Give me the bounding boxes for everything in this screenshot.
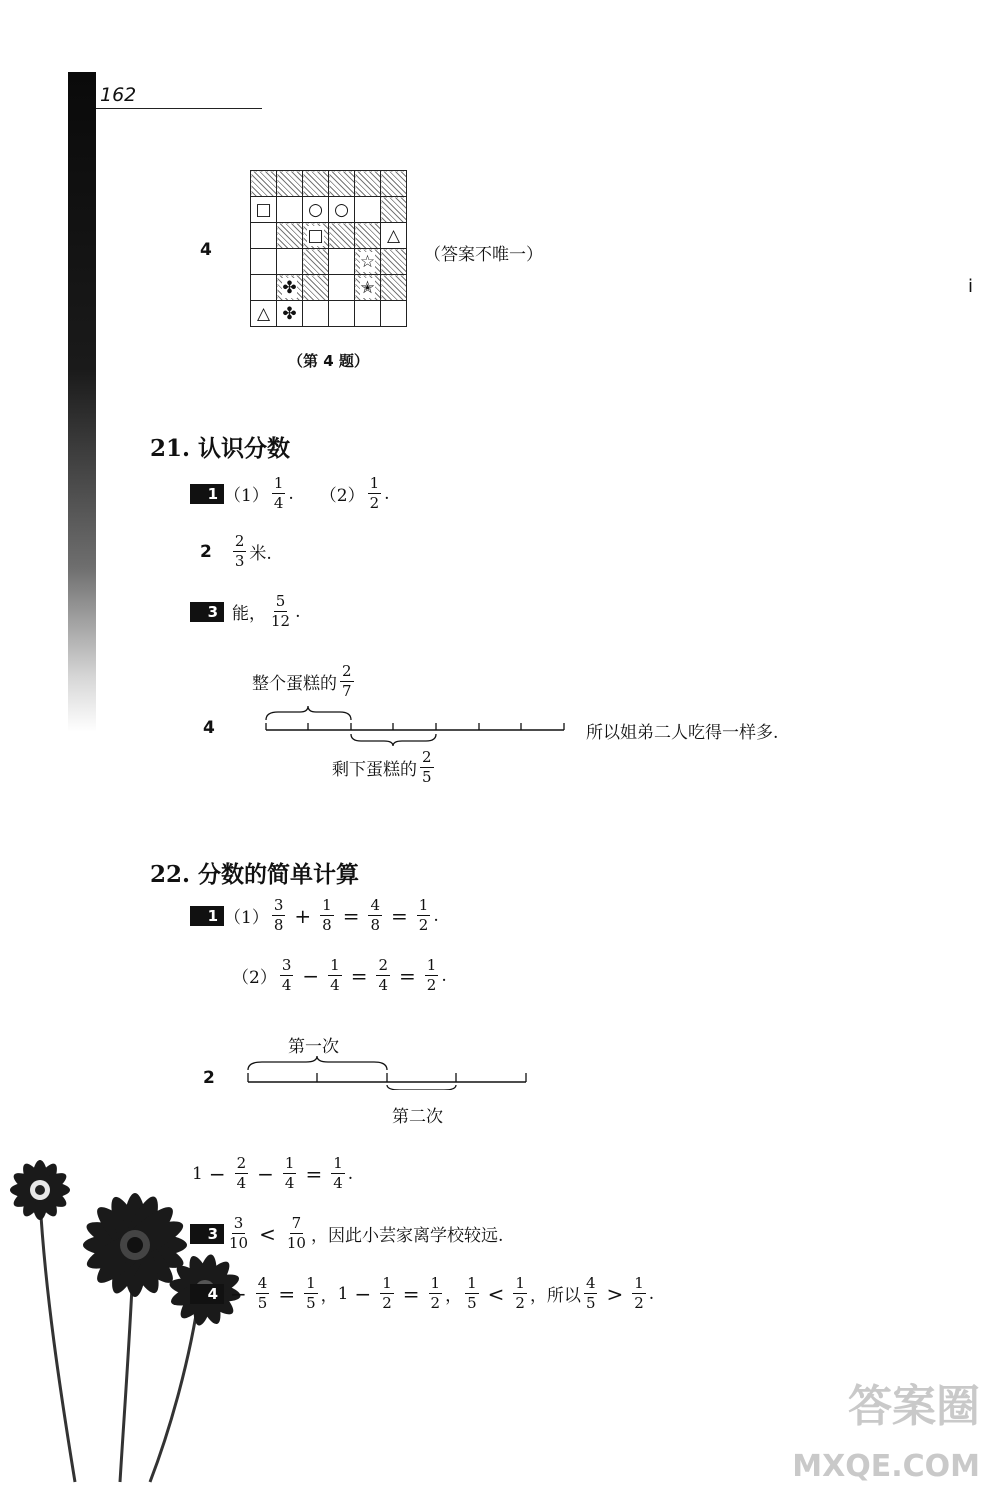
grid-cell (303, 197, 329, 223)
minus-sign: − (354, 1281, 372, 1306)
grid-row (251, 249, 407, 275)
q-badge: 3 (190, 1224, 224, 1244)
q-number: 2 (203, 1068, 215, 1088)
grid-cell (329, 197, 355, 223)
equals-sign: = (350, 963, 368, 988)
fraction (331, 1156, 345, 1191)
grid-caption: （第 4 题） (288, 352, 369, 370)
grid-cell (303, 275, 329, 301)
grid-cell (355, 249, 381, 275)
grid-cell (329, 275, 355, 301)
label: 剩下蛋糕的 (332, 760, 417, 780)
first-label: 第一次 (288, 1037, 339, 1057)
grid-cell (329, 223, 355, 249)
fraction (340, 664, 354, 699)
fraction (227, 1216, 250, 1251)
fraction-numerator: 4 (585, 1274, 596, 1292)
fraction (420, 750, 434, 785)
period: . (648, 1283, 655, 1304)
page-number: 162 (100, 84, 137, 106)
fraction-numerator: 2 (342, 662, 352, 680)
grid-symbol: ○ (308, 200, 323, 220)
fraction (233, 534, 247, 569)
q-badge: 3 (190, 602, 224, 622)
answer-text: ，因此小芸家离学校较远. (310, 1226, 504, 1246)
fraction-denominator: 4 (273, 494, 284, 512)
fraction-denominator: 8 (273, 916, 284, 934)
flower-illustration (0, 1150, 280, 1492)
fraction (280, 958, 294, 993)
minus-sign: − (302, 963, 320, 988)
fraction-denominator: 5 (257, 1294, 268, 1312)
less-than-sign: < (259, 1221, 276, 1246)
grid-cell (381, 171, 407, 197)
fraction-denominator: 5 (585, 1294, 596, 1312)
grid-cell (303, 249, 329, 275)
fraction-numerator: 1 (330, 956, 340, 974)
fraction-numerator: 4 (257, 1274, 268, 1292)
fraction-denominator: 3 (234, 552, 245, 570)
fraction-numerator: 4 (370, 896, 380, 914)
symbol-grid (250, 170, 407, 327)
fraction-numerator: 1 (634, 1274, 644, 1292)
fraction-denominator: 10 (286, 1234, 306, 1252)
fraction-numerator: 1 (306, 1274, 316, 1292)
grid-cell (277, 171, 303, 197)
grid-cell (355, 171, 381, 197)
grid-cell (303, 301, 329, 327)
grid-cell (381, 275, 407, 301)
fraction-numerator: 2 (236, 1154, 247, 1172)
grid-cell (381, 301, 407, 327)
grid-row (251, 301, 407, 327)
equals-sign: = (305, 1161, 323, 1186)
sec22-q4 (190, 1276, 654, 1311)
less-than-sign: < (487, 1281, 505, 1306)
grid-symbol: ✤ (282, 304, 297, 324)
fraction-numerator: 1 (369, 474, 380, 492)
fraction-numerator: 3 (233, 1214, 244, 1232)
fraction-denominator: 2 (418, 916, 429, 934)
fraction (256, 1276, 270, 1311)
fraction-numerator: 3 (281, 956, 292, 974)
grid-cell (329, 249, 355, 275)
fraction-denominator: 2 (369, 494, 380, 512)
grid-symbol: ✭ (360, 278, 375, 298)
side-mark: i (968, 276, 974, 297)
fraction-numerator: 5 (275, 592, 286, 610)
sidebar-bar (68, 72, 96, 732)
fraction-denominator: 4 (330, 976, 340, 994)
fraction (304, 1276, 318, 1311)
fraction-denominator: 2 (426, 976, 437, 994)
fraction-denominator: 5 (306, 1294, 316, 1312)
grid-cell (303, 171, 329, 197)
greater-than-sign: > (606, 1281, 624, 1306)
q-number: 4 (203, 718, 215, 738)
fraction-numerator: 1 (515, 1274, 525, 1292)
period: . (347, 1163, 354, 1184)
grid-cell (355, 301, 381, 327)
cake-segment-diagram (258, 706, 570, 746)
grid-symbol: ☆ (359, 252, 376, 272)
fraction-numerator: 1 (284, 1154, 295, 1172)
separator: ， (320, 1286, 338, 1306)
minus-sign: − (208, 1161, 226, 1186)
top-diagram-label (252, 664, 357, 699)
label: （1） (224, 908, 269, 928)
label: 整个蛋糕的 (252, 674, 337, 694)
fraction (269, 594, 292, 629)
period: . (384, 483, 390, 504)
unit: 米. (249, 544, 272, 564)
fraction (368, 476, 382, 511)
bottom-diagram-label (332, 750, 437, 785)
fraction-numerator: 1 (273, 474, 284, 492)
period: . (441, 965, 447, 986)
one: 1 (192, 1163, 203, 1184)
q-badge: 1 (190, 484, 224, 504)
fraction-numerator: 2 (378, 956, 388, 974)
fraction (632, 1276, 646, 1311)
grid-cell (251, 249, 277, 275)
fraction-denominator: 8 (322, 916, 332, 934)
period: . (288, 483, 294, 504)
grid-symbol: □ (255, 200, 272, 220)
fraction (425, 958, 439, 993)
fraction (272, 476, 286, 511)
fraction-denominator: 4 (236, 1174, 247, 1192)
watermark-url: MXQE.COM (792, 1449, 980, 1484)
grid-row (251, 171, 407, 197)
sec22-q1-a (190, 898, 439, 933)
grid-note: （答案不唯一） (424, 245, 543, 265)
fraction (465, 1276, 479, 1311)
sec21-q1 (190, 476, 390, 511)
grid-row (251, 275, 407, 301)
grid-symbol: ✤ (282, 278, 297, 298)
fraction-numerator: 2 (422, 748, 432, 766)
equals-sign: = (391, 903, 408, 928)
header-rule (96, 108, 262, 109)
plus-sign: + (294, 903, 312, 928)
label: （2） (319, 486, 365, 506)
fraction-denominator: 4 (281, 976, 292, 994)
sec21-q3 (190, 594, 301, 629)
grid-cell (277, 301, 303, 327)
fraction-numerator: 1 (333, 1154, 343, 1172)
fraction (376, 958, 390, 993)
fraction (429, 1276, 443, 1311)
grid-symbol: □ (307, 226, 324, 246)
fraction-denominator: 8 (370, 916, 380, 934)
fraction-denominator: 5 (422, 768, 432, 786)
fraction-denominator: 10 (229, 1234, 249, 1252)
q4-conclusion: 所以姐弟二人吃得一样多. (586, 723, 779, 743)
grid-cell (251, 223, 277, 249)
fraction-numerator: 2 (234, 532, 245, 550)
grid-cell (329, 301, 355, 327)
section-21-title: 21. 认识分数 (150, 435, 291, 462)
fraction-denominator: 2 (634, 1294, 644, 1312)
fraction (584, 1276, 598, 1311)
sec21-q2 (200, 534, 272, 569)
period: . (433, 905, 439, 926)
fraction (368, 898, 382, 933)
fraction (272, 898, 286, 933)
fraction (328, 958, 342, 993)
grid-cell (251, 197, 277, 223)
q-badge: 4 (190, 1284, 224, 1304)
fraction-numerator: 1 (322, 896, 332, 914)
fraction-numerator: 1 (418, 896, 429, 914)
fraction-denominator: 2 (430, 1294, 441, 1312)
fraction (285, 1216, 308, 1251)
fraction-denominator: 4 (333, 1174, 343, 1192)
grid-cell (355, 223, 381, 249)
minus-sign: − (257, 1161, 274, 1186)
equals-sign: = (278, 1281, 296, 1306)
one: 1 (337, 1283, 349, 1304)
grid-cell (355, 197, 381, 223)
grid-row (251, 197, 407, 223)
so-text: ，所以 (529, 1286, 581, 1306)
answer-text: 能， (232, 604, 266, 624)
fraction-numerator: 1 (382, 1274, 392, 1292)
fraction-segment-diagram (240, 1056, 532, 1090)
grid-cell (329, 171, 355, 197)
grid-row (251, 223, 407, 249)
fraction-denominator: 2 (382, 1294, 392, 1312)
grid-cell (381, 249, 407, 275)
label: （1） (224, 486, 269, 506)
grid-cell (251, 275, 277, 301)
grid-cell (277, 223, 303, 249)
prev-q4-number: 4 (200, 240, 212, 260)
grid-cell (381, 223, 407, 249)
fraction-denominator: 4 (284, 1174, 295, 1192)
fraction-denominator: 7 (342, 682, 352, 700)
watermark-logo: 答案圈 (848, 1381, 980, 1432)
fraction-numerator: 1 (467, 1274, 477, 1292)
minus-sign: − (230, 1281, 247, 1306)
fraction-numerator: 1 (430, 1274, 441, 1292)
grid-symbol: ○ (334, 200, 349, 220)
grid-symbol: △ (386, 226, 401, 246)
grid-cell (303, 223, 329, 249)
fraction (320, 898, 334, 933)
fraction (513, 1276, 527, 1311)
equals-sign: = (399, 963, 416, 988)
grid-cell (251, 171, 277, 197)
fraction (283, 1156, 297, 1191)
label: （2） (232, 968, 277, 988)
fraction (380, 1276, 394, 1311)
sec22-q1-b (232, 958, 447, 993)
sec22-q3 (190, 1216, 503, 1251)
equals-sign: = (342, 903, 360, 928)
q-badge: 1 (190, 906, 224, 926)
grid-cell (277, 249, 303, 275)
fraction-numerator: 3 (273, 896, 284, 914)
separator: ， (445, 1286, 463, 1306)
grid-cell (277, 275, 303, 301)
grid-symbol: △ (256, 304, 271, 324)
grid-cell (355, 275, 381, 301)
fraction-denominator: 4 (378, 976, 388, 994)
period: . (295, 601, 301, 622)
second-label: 第二次 (392, 1107, 443, 1127)
fraction-denominator: 12 (271, 612, 291, 630)
fraction-denominator: 5 (467, 1294, 477, 1312)
section-22-title: 22. 分数的简单计算 (150, 861, 360, 888)
q-number: 2 (200, 541, 212, 562)
grid-cell (277, 197, 303, 223)
fraction-numerator: 7 (291, 1214, 302, 1232)
grid-cell (251, 301, 277, 327)
fraction-numerator: 1 (426, 956, 437, 974)
fraction (417, 898, 431, 933)
equals-sign: = (402, 1281, 420, 1306)
grid-cell (381, 197, 407, 223)
fraction-denominator: 2 (515, 1294, 525, 1312)
